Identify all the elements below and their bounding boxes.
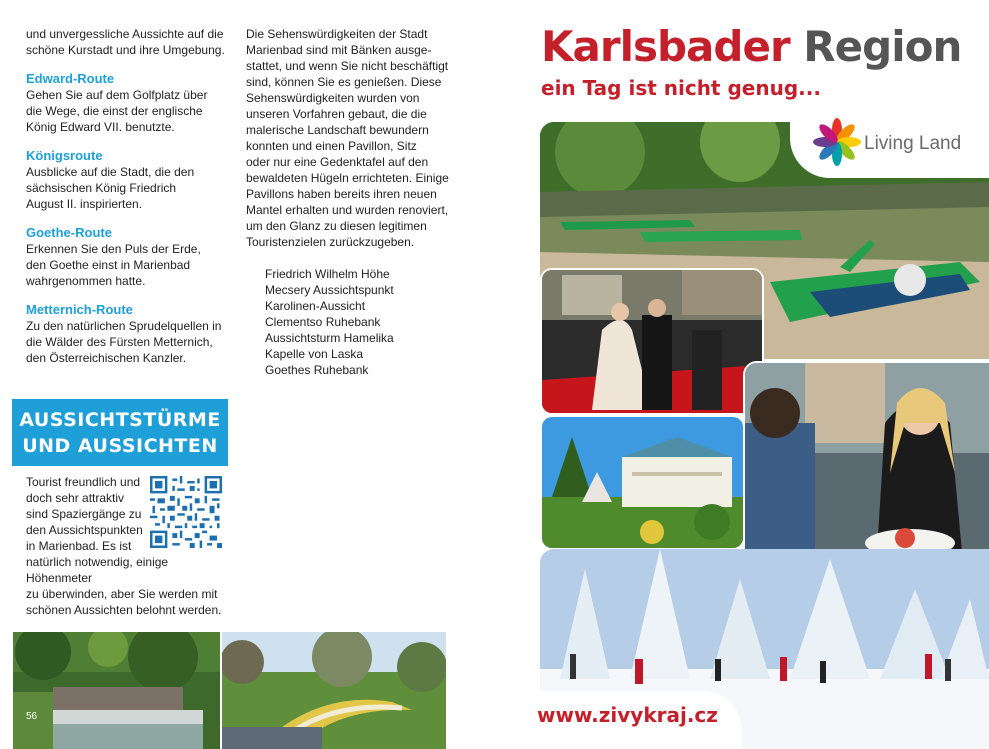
text-line: Tourist freundlich und <box>26 475 141 489</box>
title-karlsbader: Karlsbader <box>541 22 790 71</box>
text-line: Touristenzielen zurückzugeben. <box>246 235 415 249</box>
text-line: stattet, und wenn Sie nicht beschäftigt <box>246 59 449 73</box>
route-title-koenig: Königsroute <box>26 148 103 163</box>
list-item: Karolinen-Aussicht <box>265 299 366 313</box>
intro-line: und unvergessliche Aussichte auf die <box>26 27 224 41</box>
viewpoint-list <box>246 266 451 378</box>
route-text: Ausblicke auf die Stadt, die den <box>26 165 195 179</box>
website-link[interactable]: www.zivykraj.cz <box>537 703 718 727</box>
text-line: sind Spaziergänge zu <box>26 507 142 521</box>
text-line: Pavillons haben bereits ihren neuen <box>246 187 437 201</box>
qr-code[interactable] <box>150 476 222 548</box>
text-line: zu überwinden, aber Sie werden mit <box>26 587 218 601</box>
text-line: den Aussichtspunkten <box>26 523 143 537</box>
flower-logo-icon <box>813 118 861 166</box>
photo-pavilion <box>540 415 745 550</box>
cover-title <box>541 22 961 71</box>
text-line: in Marienbad. Es ist <box>26 539 132 553</box>
heading-line: UND AUSSICHTEN <box>22 435 218 457</box>
intro-line: schöne Kurstadt und ihre Umgebung. <box>26 43 225 57</box>
text-line: malerische Landschaft bewundern <box>246 123 429 137</box>
heading-line: AUSSICHTSTÜRME <box>19 409 221 431</box>
route-text: Erkennen Sie den Puls der Erde, <box>26 242 201 256</box>
text-line: schönen Aussichten belohnt werden. <box>26 603 222 617</box>
text-line: um den Glanz zu diesen legitimen <box>246 219 427 233</box>
route-text: Gehen Sie auf dem Golfplatz über <box>26 88 208 102</box>
route-text: Zu den natürlichen Sprudelquellen in <box>26 319 222 333</box>
photo-park-stream <box>13 632 220 749</box>
cover-subtitle: ein Tag ist nicht genug... <box>541 76 821 100</box>
aussichten-heading-box <box>12 399 228 466</box>
list-item: Kapelle von Laska <box>265 347 364 361</box>
route-text: die Wege, die einst der englische <box>26 104 203 118</box>
title-region: Region <box>803 22 962 71</box>
route-title-metternich: Metternich-Route <box>26 302 133 317</box>
text-line: Sehenswürdigkeiten wurden von <box>246 91 420 105</box>
text-line: Marienbad sind mit Bänken ausge- <box>246 43 432 57</box>
route-text: die Wälder des Fürsten Metternich, <box>26 335 213 349</box>
route-text: August II. inspirierten. <box>26 197 143 211</box>
route-text: den Goethe einst in Marienbad <box>26 258 191 272</box>
photo-flower-path <box>222 632 446 749</box>
photo-red-carpet <box>540 268 764 415</box>
left-column <box>26 26 226 366</box>
text-line: Mantel erhalten und wurden renoviert, <box>246 203 449 217</box>
text-line: natürlich notwendig, einige Höhenmeter <box>26 555 169 585</box>
route-text: sächsischen König Friedrich <box>26 181 177 195</box>
route-title-edward: Edward-Route <box>26 71 115 86</box>
route-text: König Edward VII. benutzte. <box>26 120 175 134</box>
route-text: wahrgenommen hatte. <box>26 274 146 288</box>
list-item: Goethes Ruhebank <box>265 363 369 377</box>
text-line: sind, können Sie es genießen. Diese <box>246 75 442 89</box>
text-line: doch sehr attraktiv <box>26 491 125 505</box>
list-item: Clementso Ruhebank <box>265 315 381 329</box>
text-line: bewaldeten Hügeln errichteten. Einige <box>246 171 449 185</box>
list-item: Aussichtsturm Hamelika <box>265 331 394 345</box>
text-line: Die Sehenswürdigkeiten der Stadt <box>246 27 428 41</box>
route-title-goethe: Goethe-Route <box>26 225 112 240</box>
living-land-text: Living Land <box>864 133 962 154</box>
middle-column <box>246 26 451 378</box>
text-line: oder nur eine Gedenktafel auf den <box>246 155 429 169</box>
list-item: Mecsery Aussichtspunkt <box>265 283 394 297</box>
text-line: unseren Vorfahren gebaut, die die <box>246 107 427 121</box>
list-item: Friedrich Wilhelm Höhe <box>265 267 390 281</box>
route-text: den Österreichischen Kanzler. <box>26 351 187 365</box>
page-number: 56 <box>26 711 38 722</box>
text-line: konnten und einen Pavillon, Sitz <box>246 139 417 153</box>
